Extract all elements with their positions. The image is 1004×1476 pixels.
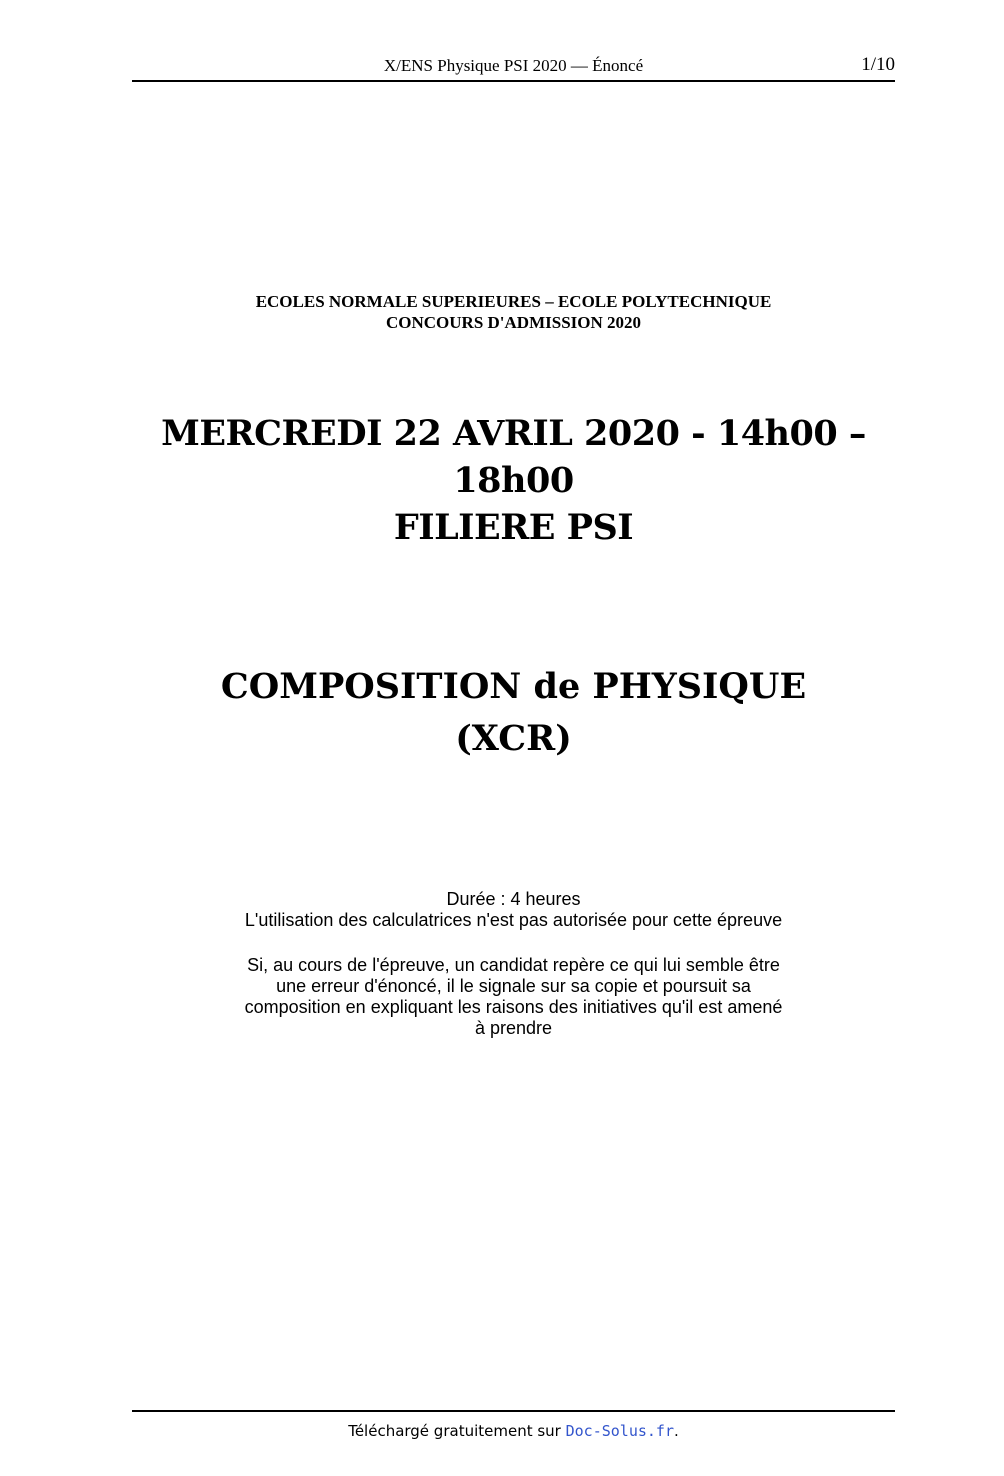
exam-date-block — [132, 410, 895, 551]
doc-solus-link[interactable]: Doc-Solus.fr — [565, 1422, 674, 1440]
calculator-rule: L'utilisation des calculatrices n'est pas autorisée pour cette épreuve — [244, 910, 783, 930]
footer-text: Téléchargé gratuitement sur — [348, 1422, 561, 1440]
footer-period: . — [674, 1422, 679, 1440]
exam-rules — [132, 889, 895, 931]
error-notice — [132, 955, 895, 1039]
schools-line: ECOLES NORMALE SUPERIEURES – ECOLE POLYTECHNIQUE — [255, 292, 772, 311]
error-notice-line: Si, au cours de l'épreuve, un candidat repère ce qui lui semble être — [247, 955, 780, 975]
exam-code: (XCR) — [455, 718, 572, 759]
page-number: 1/10 — [861, 54, 895, 75]
exam-date: MERCREDI 22 AVRIL 2020 - 14h00 – 18h00 — [161, 413, 866, 501]
error-notice-line: composition en expliquant les raisons des initiatives qu'il est amené — [244, 997, 783, 1017]
duration-text: Durée : 4 heures — [446, 889, 581, 909]
page-header — [132, 52, 895, 82]
exam-subject: COMPOSITION de PHYSIQUE — [220, 666, 807, 707]
schools-heading — [132, 291, 895, 333]
exam-subject-block — [132, 661, 895, 765]
page-footer — [132, 1422, 895, 1440]
exam-track: FILIERE PSI — [393, 507, 634, 548]
header-title: X/ENS Physique PSI 2020 — Énoncé — [383, 56, 644, 75]
contest-line: CONCOURS D'ADMISSION 2020 — [385, 313, 642, 332]
error-notice-line: une erreur d'énoncé, il le signale sur sa copie et poursuit sa — [276, 976, 751, 996]
error-notice-line: à prendre — [474, 1018, 553, 1038]
footer-divider — [132, 1410, 895, 1412]
